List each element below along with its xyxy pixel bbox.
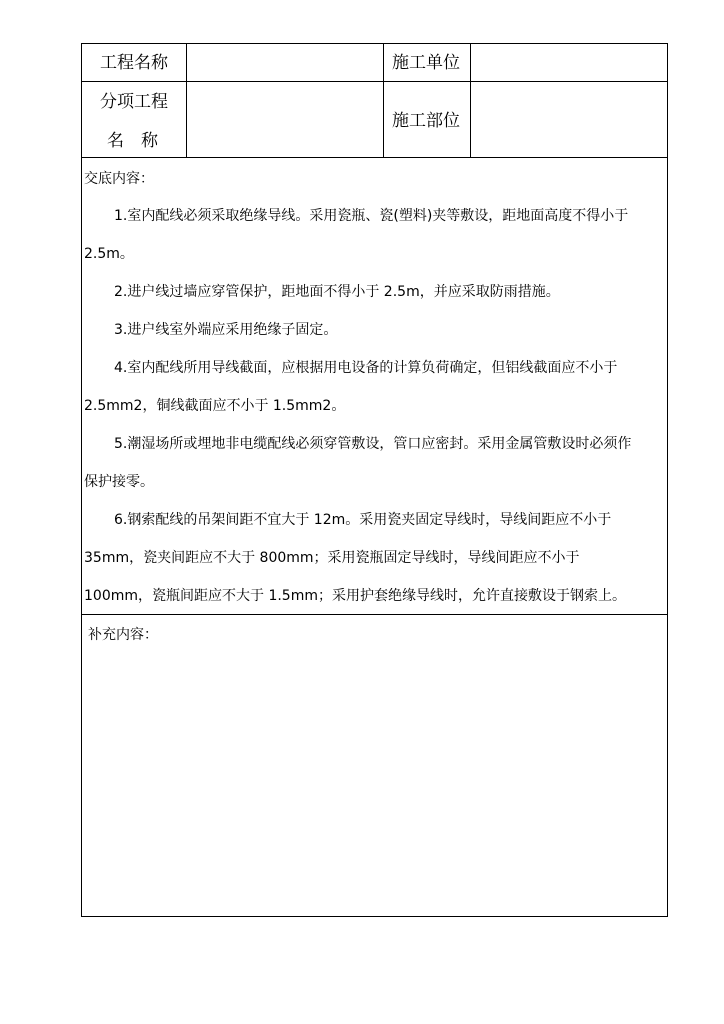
construction-part-label: 施工部位 [392, 111, 460, 131]
technical-briefing-form [81, 43, 668, 917]
project-name-value[interactable] [194, 53, 374, 73]
briefing-line-10: 35mm，瓷夹间距应不大于 800mm；采用瓷瓶固定导线时，导线间距应不小于 [84, 550, 580, 566]
briefing-line-7: 5.潮湿场所或埋地非电缆配线必须穿管敷设，管口应密封。采用金属管敷设时必须作 [114, 436, 632, 452]
construction-part-value[interactable] [478, 110, 658, 130]
briefing-line-3: 2.进户线过墙应穿管保护，距地面不得小于 2.5m，并应采取防雨措施。 [114, 284, 560, 300]
contractor-value[interactable] [478, 53, 658, 73]
row-divider-1 [82, 81, 667, 82]
column-divider-3 [470, 44, 471, 158]
briefing-line-6: 2.5mm2，铜线截面应不小于 1.5mm2。 [84, 398, 346, 414]
row-divider-3 [82, 614, 667, 615]
briefing-line-4: 3.进户线室外端应采用绝缘子固定。 [114, 322, 338, 338]
sub-project-label-line2: 名 称 [107, 131, 158, 151]
briefing-line-8: 保护接零。 [84, 474, 154, 490]
supplement-area[interactable] [86, 650, 663, 912]
column-divider-1 [186, 44, 187, 158]
briefing-line-2: 2.5m。 [84, 246, 134, 262]
column-divider-2 [383, 44, 384, 158]
briefing-line-9: 6.钢索配线的吊架间距不宜大于 12m。采用瓷夹固定导线时，导线间距应不小于 [114, 512, 612, 528]
contractor-label: 施工单位 [392, 53, 460, 73]
sub-project-value[interactable] [194, 110, 374, 130]
project-name-label: 工程名称 [100, 53, 168, 73]
supplement-title: 补充内容： [88, 627, 158, 643]
sub-project-label-line1: 分项工程 [100, 92, 168, 112]
briefing-line-5: 4.室内配线所用导线截面，应根据用电设备的计算负荷确定，但铝线截面应不小于 [114, 360, 618, 376]
briefing-title: 交底内容： [84, 171, 154, 187]
briefing-line-11: 100mm，瓷瓶间距应不大于 1.5mm；采用护套绝缘导线时，允许直接敷设于钢索上。 [84, 588, 626, 604]
briefing-line-1: 1.室内配线必须采取绝缘导线。采用瓷瓶、瓷(塑料)夹等敷设，距地面高度不得小于 [114, 208, 629, 224]
row-divider-2 [82, 157, 667, 158]
